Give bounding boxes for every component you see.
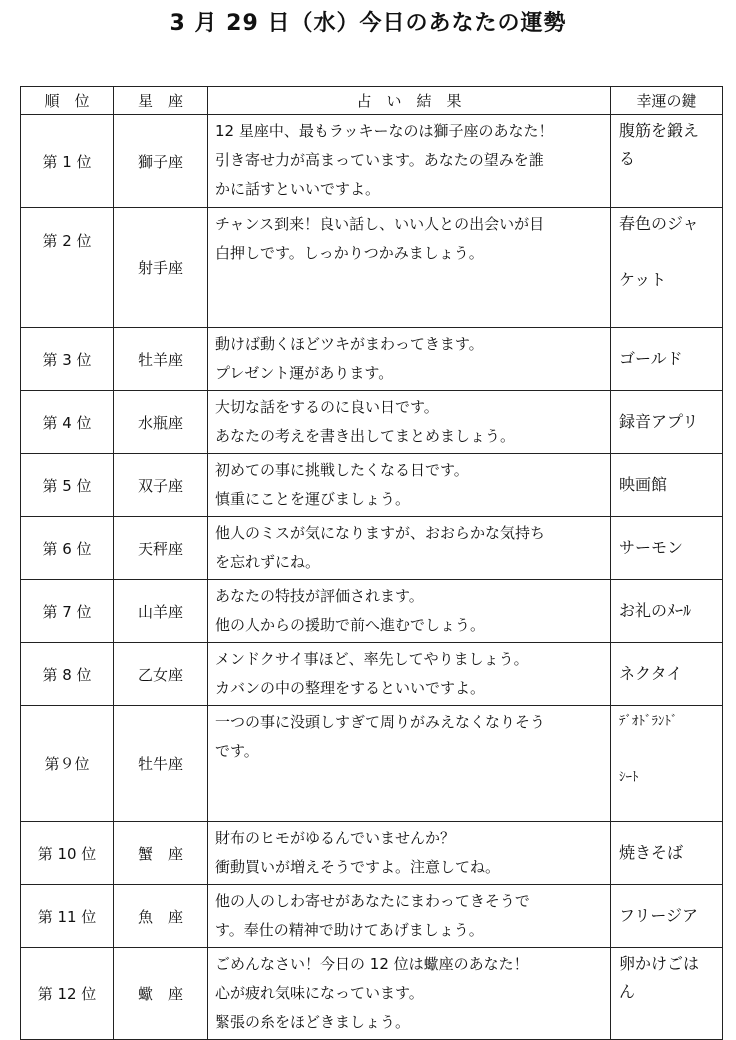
lucky-key-cell [611, 328, 723, 391]
result-line: 初めての事に挑戦したくなる日です。 [215, 461, 469, 479]
lucky-key-line: 映画館 [619, 475, 668, 494]
header-row [21, 87, 723, 115]
result-line: 他の人からの援助で前へ進むでしょう。 [215, 616, 486, 634]
result-line: 他の人のしわ寄せがあなたにまわってきそうで [215, 892, 530, 910]
result-cell [208, 517, 611, 580]
result-line: 12 星座中、最もラッキーなのは獅子座のあなた！ [215, 122, 554, 140]
result-line: 緊張の糸をほどきましょう。 [215, 1013, 411, 1031]
result-line: 動けば動くほどツキがまわってきます。 [215, 335, 484, 353]
rank-cell: 第 3 位 [21, 328, 114, 391]
lucky-key-cell [611, 391, 723, 454]
sign-cell: 山羊座 [114, 580, 208, 643]
lucky-key-cell [611, 885, 723, 948]
sign-cell: 蟹 座 [114, 822, 208, 885]
header-key: 幸運の鍵 [611, 87, 723, 115]
lucky-key-cell [611, 454, 723, 517]
lucky-key-line: サーモン [619, 538, 684, 557]
lucky-key-line: ネクタイ [619, 664, 683, 683]
table-row [21, 822, 723, 885]
sign-cell: 水瓶座 [114, 391, 208, 454]
sign-cell: 射手座 [114, 208, 208, 328]
lucky-key-line: 腹筋を鍛え [619, 121, 700, 140]
sign-cell: 獅子座 [114, 115, 208, 208]
table-body [21, 115, 723, 1040]
rank-cell: 第 1 位 [21, 115, 114, 208]
table-row [21, 885, 723, 948]
lucky-key-cell [611, 643, 723, 706]
result-cell [208, 706, 611, 822]
result-cell [208, 208, 611, 328]
rank-cell: 第 10 位 [21, 822, 114, 885]
lucky-key-line: 録音アプリ [619, 412, 699, 431]
rank-cell: 第 2 位 [21, 208, 114, 328]
table-row [21, 706, 723, 822]
lucky-key-line: ｼｰﾄ [619, 770, 639, 785]
lucky-key-line: ケット [619, 270, 667, 289]
lucky-key-line: ﾃﾞｵﾄﾞﾗﾝﾄﾞ [619, 714, 678, 729]
result-line: 一つの事に没頭しすぎて周りがみえなくなりそう [215, 713, 546, 731]
sign-cell: 牡羊座 [114, 328, 208, 391]
rank-cell: 第 5 位 [21, 454, 114, 517]
result-line: 引き寄せ力が高まっています。あなたの望みを誰 [215, 151, 544, 169]
result-line: プレゼント運があります。 [215, 364, 394, 382]
sign-cell: 乙女座 [114, 643, 208, 706]
result-cell [208, 580, 611, 643]
lucky-key-line: お礼のﾒｰﾙ [619, 601, 692, 620]
lucky-key-cell [611, 208, 723, 328]
lucky-key-line: ゴールド [619, 349, 683, 368]
result-cell [208, 822, 611, 885]
sign-cell: 牡牛座 [114, 706, 208, 822]
rank-cell: 第９位 [21, 706, 114, 822]
table-row [21, 328, 723, 391]
header-result: 占 い 結 果 [208, 87, 611, 115]
result-line: あなたの特技が評価されます。 [215, 587, 424, 605]
result-line: す。奉仕の精神で助けてあげましょう。 [215, 921, 484, 939]
result-line: 衝動買いが増えそうですよ。注意してね。 [215, 858, 501, 876]
header-sign: 星 座 [114, 87, 208, 115]
result-line: 慎重にことを運びましょう。 [215, 490, 411, 508]
result-line: 心が疲れ気味になっています。 [215, 984, 424, 1002]
sign-cell: 魚 座 [114, 885, 208, 948]
result-cell [208, 391, 611, 454]
rank-cell: 第 8 位 [21, 643, 114, 706]
result-line: ごめんなさい！今日の 12 位は蠍座のあなた！ [215, 955, 529, 973]
sign-cell: 蠍 座 [114, 948, 208, 1040]
result-line: 白押しです。しっかりつかみましょう。 [215, 244, 484, 262]
result-cell [208, 885, 611, 948]
lucky-key-line: 春色のジャ [619, 214, 699, 233]
table-row [21, 643, 723, 706]
sign-cell: 天秤座 [114, 517, 208, 580]
result-line: を忘れずにね。 [215, 553, 321, 571]
table-row [21, 208, 723, 328]
rank-cell: 第 4 位 [21, 391, 114, 454]
result-line: あなたの考えを書き出してまとめましょう。 [215, 427, 516, 445]
result-line: メンドクサイ事ほど、率先してやりましょう。 [215, 650, 529, 668]
lucky-key-line: 焼きそば [619, 843, 684, 862]
result-line: カバンの中の整理をするといいですよ。 [215, 679, 486, 697]
result-cell [208, 454, 611, 517]
lucky-key-cell [611, 948, 723, 1040]
rank-cell: 第 6 位 [21, 517, 114, 580]
table-row [21, 454, 723, 517]
result-line: チャンス到来！良い話し、いい人との出会いが目 [215, 215, 545, 233]
table-row [21, 517, 723, 580]
table-row [21, 391, 723, 454]
rank-cell: 第 11 位 [21, 885, 114, 948]
lucky-key-cell [611, 706, 723, 822]
rank-cell: 第 12 位 [21, 948, 114, 1040]
lucky-key-cell [611, 580, 723, 643]
lucky-key-line: 卵かけごは [619, 954, 700, 973]
table-row [21, 948, 723, 1040]
fortune-table [20, 86, 723, 1040]
result-cell [208, 328, 611, 391]
table-row [21, 580, 723, 643]
sign-cell: 双子座 [114, 454, 208, 517]
result-line: かに話すといいですよ。 [215, 180, 381, 198]
result-line: 大切な話をするのに良い日です。 [215, 398, 439, 416]
table-row [21, 115, 723, 208]
lucky-key-line: る [619, 149, 636, 168]
lucky-key-line: フリージア [619, 906, 699, 925]
result-cell [208, 948, 611, 1040]
lucky-key-line: ん [619, 982, 636, 1001]
lucky-key-cell [611, 115, 723, 208]
result-line: です。 [215, 742, 259, 760]
page-title: 3 月 29 日（水）今日のあなたの運勢 [169, 11, 567, 36]
lucky-key-cell [611, 822, 723, 885]
result-cell [208, 643, 611, 706]
lucky-key-cell [611, 517, 723, 580]
result-line: 他人のミスが気になりますが、おおらかな気持ち [215, 524, 546, 542]
result-cell [208, 115, 611, 208]
header-rank: 順 位 [21, 87, 114, 115]
result-line: 財布のヒモがゆるんでいませんか？ [215, 829, 456, 847]
rank-cell: 第 7 位 [21, 580, 114, 643]
